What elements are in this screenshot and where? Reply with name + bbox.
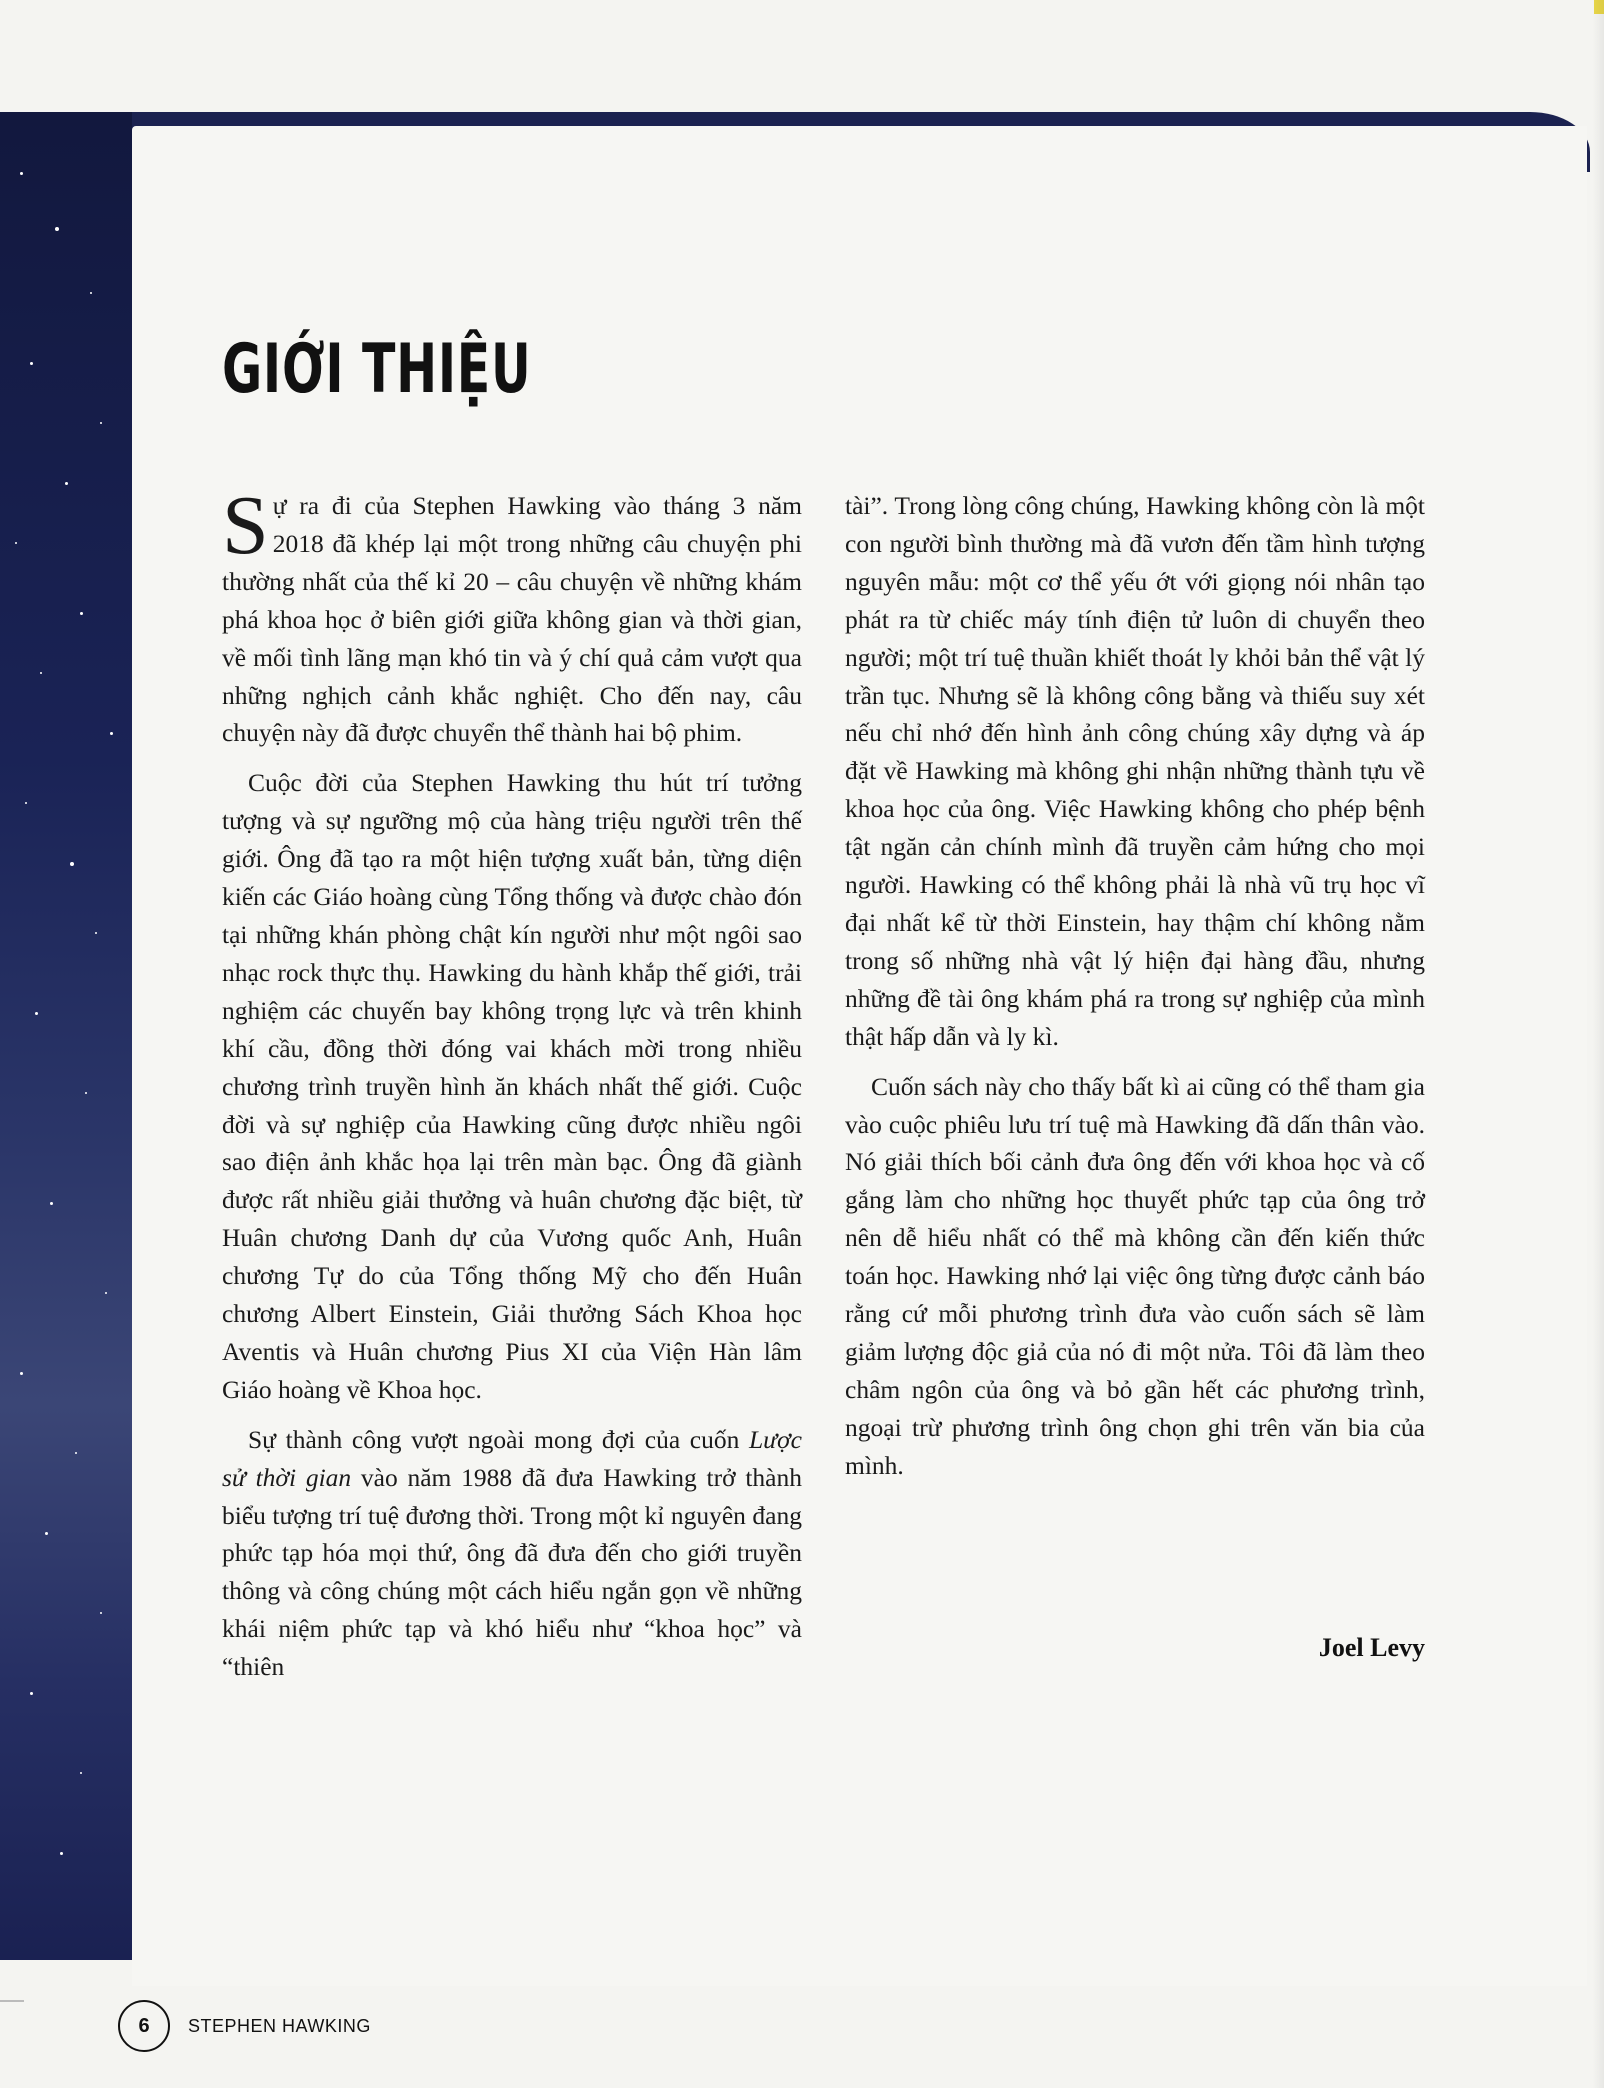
star bbox=[15, 542, 17, 544]
text-column-left bbox=[222, 479, 802, 1698]
page-edge-shadow bbox=[1592, 0, 1604, 2088]
paragraph-3-start: Sự thành công vượt ngoài mong đợi của cuốn bbox=[248, 1424, 749, 1454]
star bbox=[65, 482, 68, 485]
star bbox=[20, 1372, 23, 1375]
running-head: STEPHEN HAWKING bbox=[188, 2015, 371, 2036]
text-column-right bbox=[845, 487, 1425, 1497]
page-number: 6 bbox=[118, 2000, 170, 2052]
star bbox=[45, 1532, 48, 1535]
star bbox=[55, 227, 59, 231]
star bbox=[85, 1092, 87, 1094]
drop-cap: S bbox=[222, 479, 269, 572]
paragraph-2: Cuộc đời của Stephen Hawking thu hút trí tưởng tượng và sự ngưỡng mộ của hàng triệu người trên thế giới. Ông đã tạo ra một hiện tượng xuất bản, từng diện kiến các Giáo hoàng cùng Tổng thống và được chào đón tại những khán phòng chật kín người như một ngôi sao nhạc rock thực thụ. Hawking du hành khắp thế giới, trải nghiệm các chuyến bay không trọng lực và trên khinh khí cầu, đồng thời đóng vai khách mời trong nhiều chương trình truyền hình ăn khách nhất thế giới. Cuộc đời và sự nghiệp của Hawking cũng được nhiều ngôi sao điện ảnh khắc họa lại trên màn bạc. Ông đã giành được rất nhiều giải thưởng và huân chương đặc biệt, từ Huân chương Danh dự của Vương quốc Anh, Huân chương Tự do của Tổng thống Mỹ cho đến Huân chương Albert Einstein, Giải thưởng Sách Khoa học Aventis và Huân chương Pius XI của Viện Hàn lâm Giáo hoàng về Khoa học. bbox=[222, 768, 802, 1404]
paragraph-3 bbox=[222, 1421, 802, 1686]
star bbox=[30, 362, 33, 365]
paragraph-1 bbox=[222, 479, 802, 752]
star bbox=[60, 1852, 63, 1855]
author-signature: Joel Levy bbox=[1318, 1633, 1425, 1662]
star bbox=[105, 1292, 107, 1294]
star bbox=[100, 422, 102, 424]
star bbox=[35, 1012, 38, 1015]
star bbox=[20, 172, 23, 175]
paragraph-3-continued: tài”. Trong lòng công chúng, Hawking không còn là một con người bình thường mà đã vươn đến tầm hình tượng nguyên mẫu: một cơ thể yếu ớt với giọng nói nhân tạo phát ra từ chiếc máy tính điện tử luôn di chuyển theo người; một trí tuệ thuần khiết thoát ly khỏi bản thể vật lý trần tục. Nhưng sẽ là không công bằng và thiếu suy xét nếu chỉ nhớ đến hình ảnh công chúng xây dựng và áp đặt về Hawking mà không ghi nhận những thành tựu về khoa học của ông. Việc Hawking không cho phép bệnh tật ngăn cản chính mình đã truyền cảm hứng cho mọi người. Hawking có thể không phải là nhà vũ trụ học vĩ đại nhất kể từ thời Einstein, hay thậm chí không nằm trong số những nhà vật lý hiện đại hàng đầu, nhưng những đề tài ông khám phá ra trong sự nghiệp của mình thật hấp dẫn và ly kì. bbox=[845, 491, 1425, 1051]
starfield-panel bbox=[0, 112, 132, 1960]
binding-mark bbox=[0, 2000, 24, 2002]
paragraph-1-text: ự ra đi của Stephen Hawking vào tháng 3 năm 2018 đã khép lại một trong những câu chuyện phi thường nhất của thế kỉ 20 – câu chuyện về những khám phá khoa học ở biên giới giữa không gian và thời gian, về mối tình lãng mạn khó tin và ý chí quả cảm vượt qua những nghịch cảnh khắc nghiệt. Cho đến nay, câu chuyện này đã được chuyển thể thành hai bộ phim. bbox=[222, 491, 802, 748]
paragraph-4: Cuốn sách này cho thấy bất kì ai cũng có thể tham gia vào cuộc phiêu lưu trí tuệ mà Hawking đã dấn thân vào. Nó giải thích bối cảnh đưa ông đến với khoa học và cố gắng làm cho những học thuyết phức tạp của ông trở nên dễ hiểu nhất có thể mà không cần đến kiến thức toán học. Hawking nhớ lại việc ông từng được cảnh báo rằng cứ mỗi phương trình đưa vào cuốn sách sẽ làm giảm lượng độc giả của nó đi một nửa. Tôi đã làm theo châm ngôn của ông và bỏ gần hết các phương trình, ngoại trừ phương trình ông chọn ghi trên văn bia của mình. bbox=[845, 1071, 1425, 1480]
star bbox=[90, 292, 92, 294]
star bbox=[30, 1692, 33, 1695]
page-footer bbox=[118, 1998, 371, 2054]
book-title-italic: Lược sử thời gian bbox=[222, 1424, 802, 1492]
page-title: GIỚI THIỆU bbox=[222, 330, 532, 409]
star bbox=[25, 802, 27, 804]
star bbox=[40, 672, 42, 674]
paragraph-3-end: vào năm 1988 đã đưa Hawking trở thành biểu tượng trí tuệ đương thời. Trong một kỉ nguyên đang phức tạp hóa mọi thứ, ông đã đưa đến cho giới truyền thông và công chúng một cách hiểu ngắn gọn về những khái niệm phức tạp và khó hiểu như “khoa học” và “thiên bbox=[222, 1462, 802, 1682]
star bbox=[95, 932, 97, 934]
star bbox=[50, 1202, 53, 1205]
star bbox=[80, 1772, 82, 1774]
star bbox=[80, 612, 83, 615]
star bbox=[100, 1612, 102, 1614]
star bbox=[75, 1452, 77, 1454]
star bbox=[70, 862, 74, 866]
star bbox=[110, 732, 113, 735]
